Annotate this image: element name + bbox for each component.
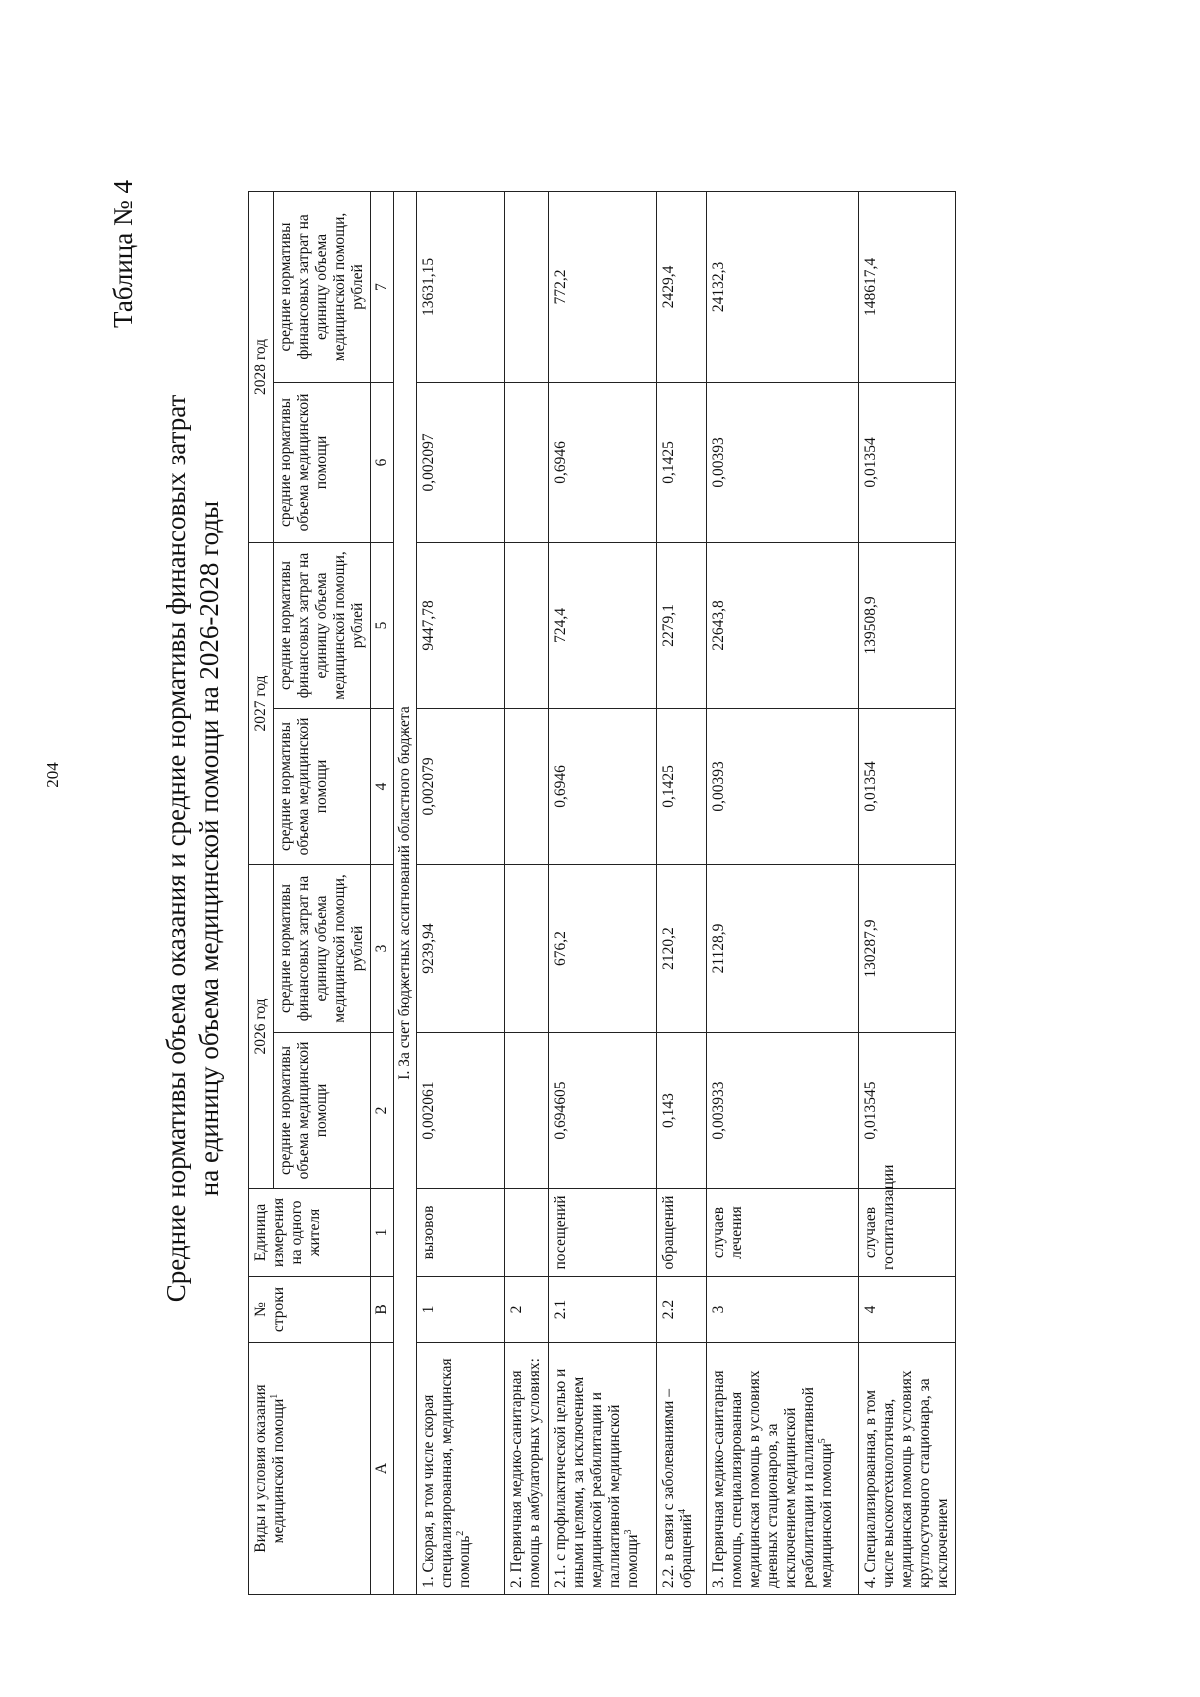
header-2026-cost: средние нормативы финансовых затрат на единицу объема медицинской помощи, рублей (274, 864, 371, 1032)
row-2028-volume: 0,1425 (657, 382, 707, 542)
header-year-2027: 2027 год (249, 542, 274, 864)
row-2028-cost: 772,2 (549, 191, 657, 382)
row-2028-cost (505, 191, 549, 382)
row-kind-text: 2.2. в связи с заболеваниями – обращений (660, 1389, 695, 1588)
row-2027-cost: 139508,9 (859, 542, 956, 708)
column-number: 1 (371, 1189, 394, 1277)
row-number: 4 (859, 1277, 956, 1343)
row-kind-text: 3. Первичная медико-санитарная помощь, специализированная медицинская помощь в условиях дневных стационаров, за исключением медицинской реабилитации и паллиативной медицинской помощи (710, 1370, 835, 1588)
row-2027-volume: 0,00393 (707, 708, 859, 864)
row-unit: обращений (657, 1189, 707, 1277)
column-number: 7 (371, 191, 394, 382)
header-year-2026: 2026 год (249, 864, 274, 1188)
column-number-row (371, 191, 394, 1594)
row-2028-cost: 13631,15 (417, 191, 505, 382)
row-footnote: 4 (676, 1509, 688, 1515)
row-kind (417, 1343, 505, 1595)
row-2027-volume (505, 708, 549, 864)
row-unit: вызовов (417, 1189, 505, 1277)
header-row-years (249, 191, 274, 1594)
row-2028-cost: 24132,3 (707, 191, 859, 382)
row-kind (505, 1343, 549, 1595)
row-unit (505, 1189, 549, 1277)
header-2028-volume: средние нормативы объема медицинской помощи (274, 382, 371, 542)
row-number: 3 (707, 1277, 859, 1343)
header-kind (249, 1343, 371, 1595)
row-2026-cost: 676,2 (549, 864, 657, 1032)
header-row-number: № строки (249, 1277, 371, 1343)
row-2026-cost (505, 864, 549, 1032)
row-2026-cost: 9239,94 (417, 864, 505, 1032)
header-2026-volume: средние нормативы объема медицинской помощи (274, 1033, 371, 1189)
column-number: 6 (371, 382, 394, 542)
table-row (417, 191, 505, 1594)
row-footnote: 2 (454, 1530, 466, 1536)
row-number: 2 (505, 1277, 549, 1343)
row-kind (707, 1343, 859, 1595)
table-row (657, 191, 707, 1594)
document-title (160, 0, 226, 1697)
row-2027-cost: 9447,78 (417, 542, 505, 708)
row-2027-cost: 2279,1 (657, 542, 707, 708)
row-unit: посещений (549, 1189, 657, 1277)
row-2026-volume: 0,003933 (707, 1033, 859, 1189)
header-2027-volume: средние нормативы объема медицинской помощи (274, 708, 371, 864)
column-number: В (371, 1277, 394, 1343)
table-label: Таблица № 4 (108, 180, 138, 328)
table-row (859, 191, 956, 1594)
row-2026-volume: 0,143 (657, 1033, 707, 1189)
row-kind-text: 1. Скорая, в том числе скорая специализированная, медицинская помощь (420, 1358, 473, 1588)
column-number: 2 (371, 1033, 394, 1189)
row-2028-volume (505, 382, 549, 542)
header-2028-cost: средние нормативы финансовых затрат на единицу объема медицинской помощи, рублей (274, 191, 371, 382)
row-2028-volume: 0,6946 (549, 382, 657, 542)
column-number: 4 (371, 708, 394, 864)
title-line-2: на единицу объема медицинской помощи на 2026-2028 годы (194, 500, 224, 1197)
row-kind-text: 2.1. с профилактической целью и иными целями, за исключением медицинской реабилитации и паллиативной медицинской помощи (552, 1368, 641, 1588)
row-2027-volume: 0,6946 (549, 708, 657, 864)
header-2027-cost: средние нормативы финансовых затрат на единицу объема медицинской помощи, рублей (274, 542, 371, 708)
page-number: 204 (42, 762, 62, 788)
row-kind (549, 1343, 657, 1595)
row-kind-text: 2. Первичная медико-санитарная помощь в амбулаторных условиях: (508, 1358, 543, 1588)
header-year-2028: 2028 год (249, 191, 274, 542)
row-2026-volume (505, 1033, 549, 1189)
row-2027-volume: 0,002079 (417, 708, 505, 864)
row-unit: случаев лечения (707, 1189, 859, 1277)
section-row (394, 191, 417, 1594)
row-unit: случаев госпитализации (859, 1189, 956, 1277)
column-number: А (371, 1343, 394, 1595)
row-2026-volume: 0,013545 (859, 1033, 956, 1189)
table-row (505, 191, 549, 1594)
row-footnote: 5 (816, 1438, 828, 1444)
row-2028-cost: 148617,4 (859, 191, 956, 382)
row-2028-cost: 2429,4 (657, 191, 707, 382)
row-kind (859, 1343, 956, 1595)
section-title: I. За счет бюджетных ассигнований областного бюджета (394, 191, 417, 1594)
row-footnote: 3 (622, 1529, 634, 1535)
row-2027-cost: 22643,8 (707, 542, 859, 708)
row-2026-volume: 0,002061 (417, 1033, 505, 1189)
row-2028-volume: 0,01354 (859, 382, 956, 542)
table-row (707, 191, 859, 1594)
row-2026-cost: 21128,9 (707, 864, 859, 1032)
row-2026-cost: 130287,9 (859, 864, 956, 1032)
table-row (549, 191, 657, 1594)
row-2026-cost: 2120,2 (657, 864, 707, 1032)
row-2026-volume: 0,694605 (549, 1033, 657, 1189)
column-number: 5 (371, 542, 394, 708)
column-number: 3 (371, 864, 394, 1032)
row-2027-volume: 0,01354 (859, 708, 956, 864)
norms-table (248, 191, 956, 1595)
row-kind (657, 1343, 707, 1595)
row-2027-cost (505, 542, 549, 708)
row-kind-text: 4. Специализированная, в том числе высокотехнологичная, медицинская помощь в условиях круглосуточного стационара, за исключением (862, 1370, 951, 1588)
row-number: 2.2 (657, 1277, 707, 1343)
row-2027-volume: 0,1425 (657, 708, 707, 864)
header-kind-footnote: 1 (268, 1393, 280, 1399)
header-unit: Единица измерения на одного жителя (249, 1189, 371, 1277)
row-2027-cost: 724,4 (549, 542, 657, 708)
header-kind-text: Виды и условия оказания медицинской помощи (252, 1384, 287, 1553)
row-number: 2.1 (549, 1277, 657, 1343)
row-2028-volume: 0,002097 (417, 382, 505, 542)
row-number: 1 (417, 1277, 505, 1343)
title-line-1: Средние нормативы объема оказания и средние нормативы финансовых затрат (161, 394, 191, 1303)
row-2028-volume: 0,00393 (707, 382, 859, 542)
